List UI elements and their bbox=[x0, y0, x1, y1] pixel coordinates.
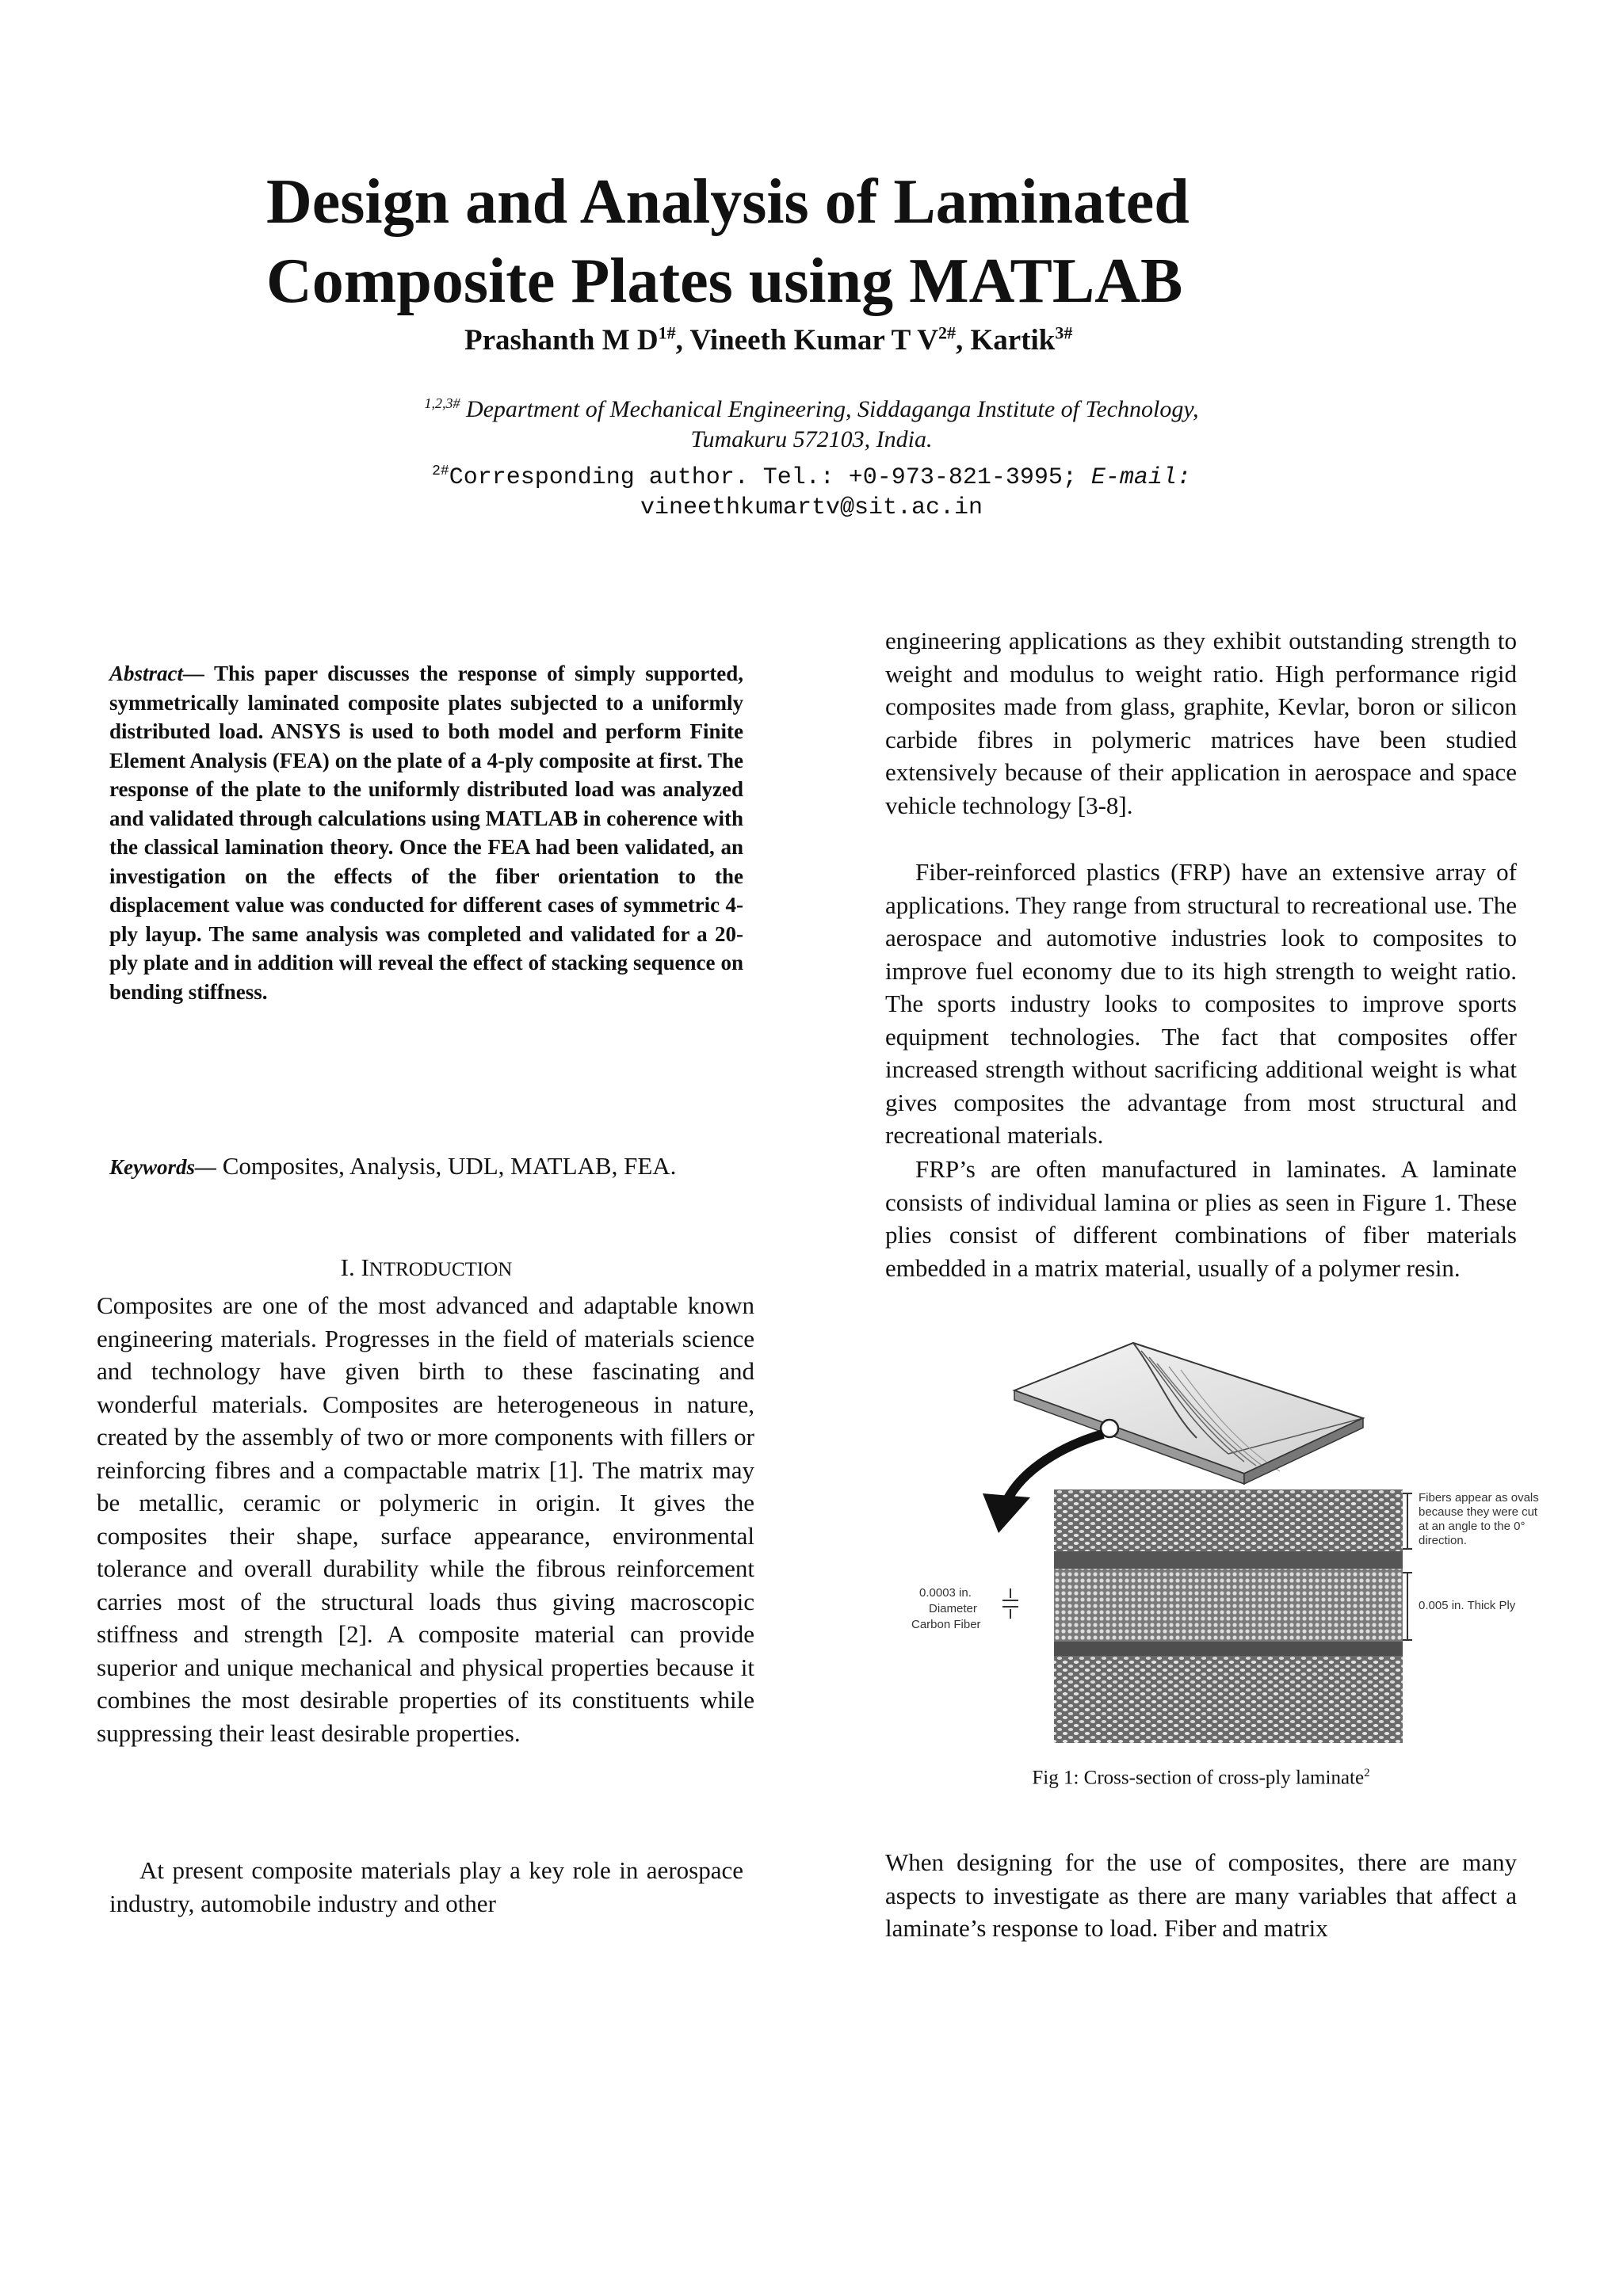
corresponding-author bbox=[158, 456, 1465, 523]
author-3 bbox=[971, 324, 1073, 357]
laminate-illustration bbox=[896, 1343, 1539, 1755]
section-heading-introduction bbox=[109, 1252, 743, 1286]
annotation-fibers-line-3: at an angle to the 0° bbox=[1419, 1520, 1526, 1533]
affiliation bbox=[158, 388, 1465, 455]
caption-text: Fig 1: Cross-section of cross-ply laminate bbox=[1032, 1767, 1365, 1789]
author-mark: 2# bbox=[938, 323, 956, 343]
laminate-sheet bbox=[1014, 1343, 1363, 1484]
abstract-text: This paper discusses the response of simply supported, symmetrically laminated composite plates subjected to a uniformly distributed load. ANSYS is used to both model and perform Finite Element Analysis (FEA) on the plate of a 4-ply composite at first. The response of the plate to the uniformly distributed load was analyzed and validated through calculations using MATLAB in coherence with the classical lamination theory. Once the FEA had been validated, an investigation on the effects of the fiber orientation to the displacement value was conducted for different cases of symmetric 4-ply layup. The same analysis was completed and validated for a 20-ply plate and in addition will reveal the effect of stacking sequence on bending stiffness. bbox=[109, 662, 743, 1004]
paper-title bbox=[266, 162, 1455, 321]
author-name: Vineeth Kumar T V bbox=[689, 324, 938, 357]
annotation-fibers-line-4: direction. bbox=[1419, 1534, 1467, 1547]
right-paragraph-1: engineering applications as they exhibit outstanding strength to weight and modulus to weight ratio. High performance rigid composites made from glass, graphite, Kevlar, boron or silicon carbide fibres in polymeric matrices have been studied extensively because of their application in aerospace and space vehicle technology [3-8]. bbox=[885, 627, 1517, 819]
corresponding-mark: 2# bbox=[432, 463, 449, 479]
keywords-text: Composites, Analysis, UDL, MATLAB, FEA. bbox=[216, 1152, 677, 1180]
author-1 bbox=[464, 324, 689, 357]
title-line-1: Design and Analysis of Laminated bbox=[266, 167, 1190, 237]
keywords-label: Keywords— bbox=[109, 1155, 216, 1179]
title-line-2: Composite Plates using MATLAB bbox=[266, 246, 1183, 316]
affiliation-line-2: Tumakuru 572103, India. bbox=[690, 426, 933, 452]
author-name: Kartik bbox=[970, 324, 1056, 357]
right-paragraph-3: FRP’s are often manufactured in laminates. A laminate consists of individual lamina or plies as seen in Figure 1. These plies consist of different combinations of fiber materials embedded in a matrix material, usually of a polymer resin. bbox=[885, 1155, 1517, 1282]
corresponding-text: Corresponding author. Tel.: +0-973-821-3995; bbox=[449, 464, 1091, 491]
abstract-label: Abstract— bbox=[109, 662, 205, 685]
author-mark: 1# bbox=[658, 323, 676, 343]
figure-caption bbox=[885, 1760, 1517, 1791]
right-paragraph-2: Fiber-reinforced plastics (FRP) have an extensive array of applications. They range from structural to recreational use. The aerospace and automotive industries look to composites to improve fuel economy due to its high strength to weight ratio. The sports industry looks to composites to improve sports equipment technologies. The fact that composites offer increased strength without sacrificing additional weight is what gives composites the advantage from most structural and recreational materials. bbox=[885, 858, 1517, 1149]
right-paragraph-4: When designing for the use of composites, there are many aspects to investigate as there are many variables that affect a laminate’s response to load. Fiber and matrix bbox=[885, 1848, 1517, 1942]
author-separator: , bbox=[675, 324, 690, 357]
annotation-diameter-line-2: Diameter bbox=[929, 1602, 977, 1615]
annotation-fibers-line-2: because they were cut bbox=[1419, 1505, 1538, 1519]
section-number: I. I bbox=[340, 1253, 369, 1281]
affiliation-text: Department of Mechanical Engineering, Siddaganga Institute of Technology, bbox=[460, 396, 1199, 422]
keywords bbox=[109, 1150, 743, 1183]
author-separator: , bbox=[956, 324, 971, 357]
intro-paragraph-1: Composites are one of the most advanced and adaptable known engineering materials. Progresses in the field of materials science and technology have given birth to these fascinating and wonderful materials. Composites are heterogeneous in nature, created by the assembly of two or more components with fillers or reinforcing fibres and a compactable matrix [1]. The matrix may be metallic, ceramic or polymeric in origin. It gives the composites their shape, surface appearance, environmental tolerance and overall durability while the fibrous reinforcement carries most of the structural loads thus giving macroscopic stiffness and strength [2]. A composite material can provide superior and unique mechanical and physical properties because it combines the most desirable properties of its constituents while suppressing their least desirable properties. bbox=[97, 1291, 754, 1747]
email-address[interactable]: vineethkumartv@sit.ac.in bbox=[640, 494, 983, 521]
annotation-ply-thickness: 0.005 in. Thick Ply bbox=[1419, 1599, 1516, 1612]
author-2 bbox=[689, 324, 970, 357]
laminate-figure bbox=[896, 1343, 1539, 1755]
annotation-diameter-line-1: 0.0003 in. bbox=[919, 1586, 972, 1600]
section-title: NTRODUCTION bbox=[369, 1259, 513, 1280]
annotation-diameter-line-3: Carbon Fiber bbox=[911, 1618, 981, 1631]
affiliation-mark: 1,2,3# bbox=[424, 395, 460, 411]
affiliation-line-1 bbox=[158, 388, 1465, 425]
annotation-fibers-line-1: Fibers appear as ovals bbox=[1419, 1491, 1539, 1505]
laminate-cross-section bbox=[1054, 1489, 1403, 1743]
author-list bbox=[464, 315, 1336, 359]
author-name: Prashanth M D bbox=[464, 324, 659, 357]
corresponding-line-1 bbox=[158, 456, 1465, 493]
abstract bbox=[109, 659, 743, 1006]
caption-reference: 2 bbox=[1364, 1767, 1370, 1779]
author-mark: 3# bbox=[1055, 323, 1073, 343]
email-label: E-mail: bbox=[1090, 464, 1191, 491]
intro-paragraph-2: At present composite materials play a key role in aerospace industry, automobile industry and other bbox=[109, 1856, 743, 1917]
